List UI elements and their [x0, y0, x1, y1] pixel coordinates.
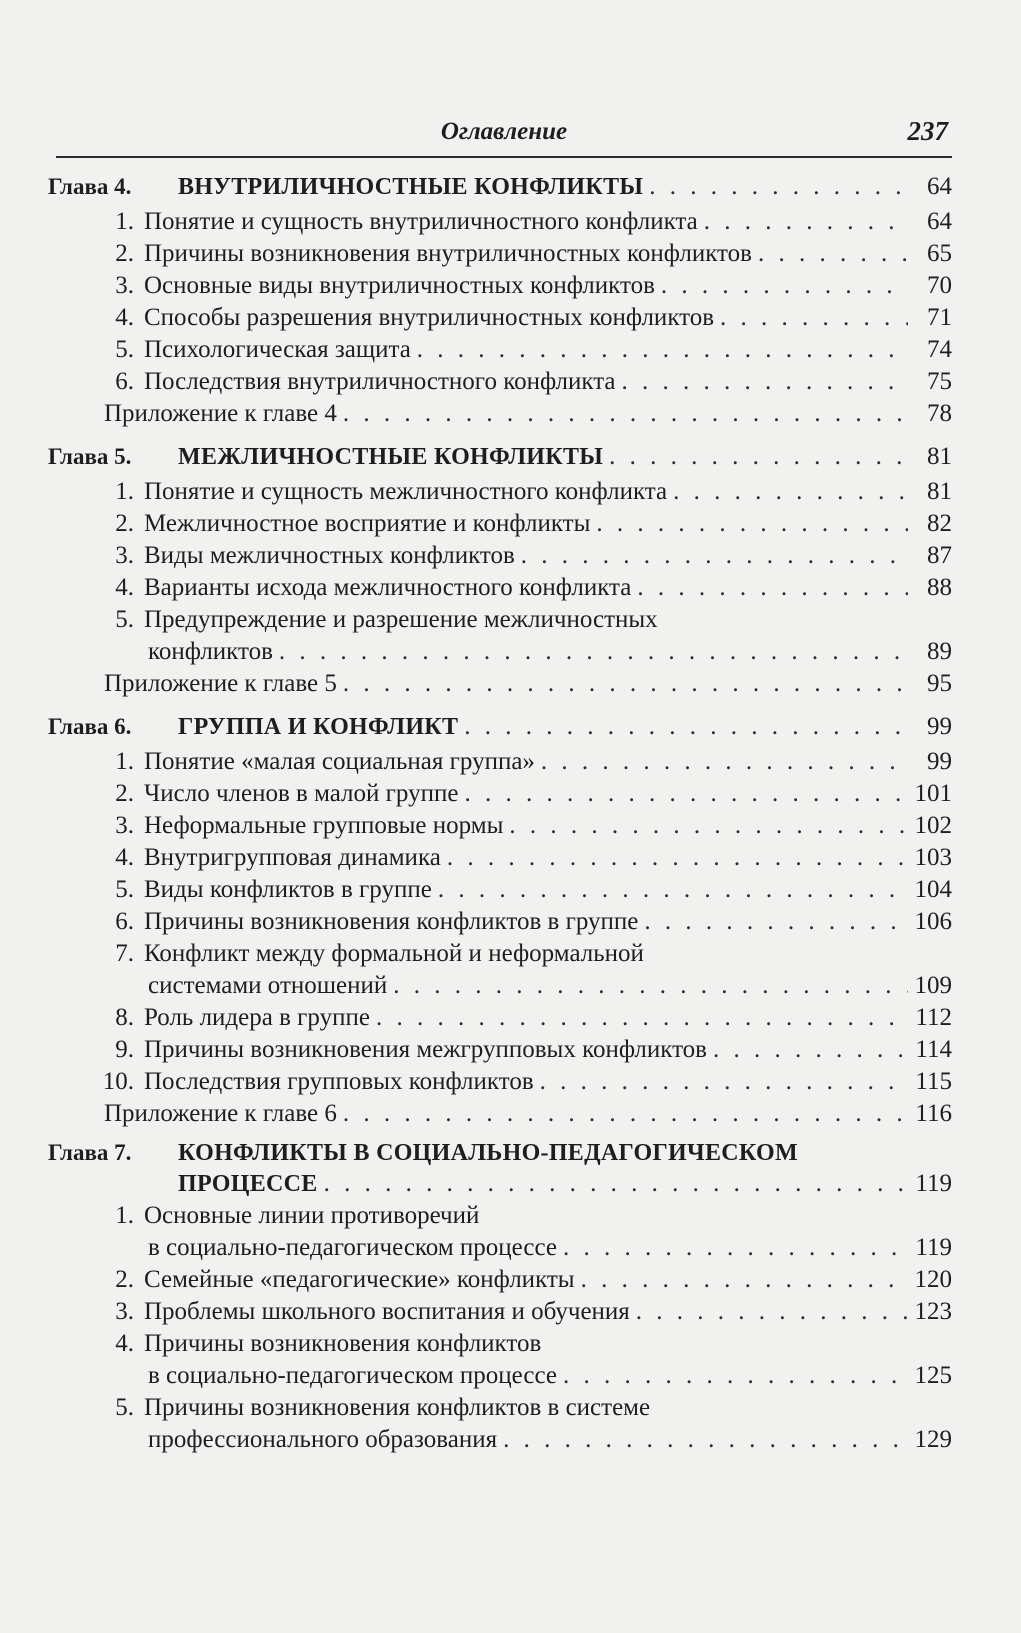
- chapter-page: 99: [927, 713, 952, 740]
- toc-entry: [48, 1296, 952, 1328]
- toc-entry-continuation: [48, 970, 952, 1002]
- entry-page: 103: [914, 844, 952, 871]
- leader-dots: [273, 636, 908, 668]
- entry-number: 9.: [115, 1036, 134, 1063]
- entry-page: 125: [914, 1362, 952, 1389]
- chapter-heading: [48, 708, 952, 746]
- toc-entry: [48, 746, 952, 778]
- leader-dots: [535, 746, 908, 778]
- entry-number: 5.: [115, 606, 134, 633]
- entry-number: 2.: [115, 510, 134, 537]
- chapter-block: [48, 168, 952, 430]
- entry-title: Роль лидера в группе: [144, 1004, 370, 1031]
- entry-number: 10.: [102, 1068, 134, 1095]
- leader-dots: [698, 206, 908, 238]
- toc-entry-continuation: [48, 1232, 952, 1264]
- entry-title-cont: профессионального образования: [148, 1426, 498, 1453]
- appendix-entry: [48, 398, 952, 430]
- leader-dots: [515, 540, 908, 572]
- leader-dots: [590, 508, 908, 540]
- entry-number: 3.: [115, 812, 134, 839]
- entry-title: Проблемы школьного воспитания и обучения: [144, 1298, 630, 1325]
- chapter-block: [48, 1138, 952, 1456]
- toc-entry-continuation: [48, 1360, 952, 1392]
- entry-number: 5.: [115, 1394, 134, 1421]
- appendix-page: 116: [915, 1100, 952, 1127]
- leader-dots: [631, 572, 908, 604]
- toc-entry: [48, 508, 952, 540]
- entry-title: Конфликт между формальной и неформальной: [144, 940, 644, 967]
- entry-title: Причины возникновения внутриличностных конфликтов: [144, 240, 752, 267]
- entry-title-cont: системами отношений: [148, 972, 388, 999]
- entry-number: 3.: [115, 1298, 134, 1325]
- entry-page: 74: [927, 336, 952, 363]
- entry-page: 64: [927, 208, 952, 235]
- chapter-heading: [48, 438, 952, 476]
- chapter-heading-line: [48, 1138, 952, 1168]
- entry-title-cont: в социально-педагогическом процессе: [148, 1362, 557, 1389]
- leader-dots: [707, 1034, 908, 1066]
- entry-title: Понятие и сущность внутриличностного конфликта: [144, 208, 698, 235]
- leader-dots: [643, 168, 908, 206]
- entry-page: 114: [915, 1036, 952, 1063]
- entry-title: Причины возникновения конфликтов в группе: [144, 908, 639, 935]
- entry-title: Последствия внутриличностного конфликта: [144, 368, 616, 395]
- entry-number: 8.: [115, 1004, 134, 1031]
- toc-entry: [48, 874, 952, 906]
- header-title: Оглавление: [440, 118, 568, 145]
- toc-entry: [48, 334, 952, 366]
- leader-dots: [387, 970, 908, 1002]
- toc-entry: [48, 1328, 952, 1360]
- toc-entry: [48, 366, 952, 398]
- toc-entry: [48, 206, 952, 238]
- entry-title: Виды межличностных конфликтов: [144, 542, 515, 569]
- entry-number: 5.: [115, 876, 134, 903]
- appendix-title: Приложение к главе 6: [104, 1100, 337, 1127]
- chapter-title: ВНУТРИЛИЧНОСТНЫЕ КОНФЛИКТЫ: [178, 174, 644, 200]
- toc-entry: [48, 1392, 952, 1424]
- chapter-label: Глава 4.: [48, 174, 132, 199]
- entry-title: Понятие «малая социальная группа»: [144, 748, 535, 775]
- entry-page: 87: [927, 542, 952, 569]
- leader-dots: [616, 366, 908, 398]
- toc-entry-continuation: [48, 636, 952, 668]
- toc-entry: [48, 270, 952, 302]
- entry-page: 129: [914, 1426, 952, 1453]
- entry-page: 123: [914, 1298, 952, 1325]
- entry-title: Основные виды внутриличностных конфликтов: [144, 272, 655, 299]
- leader-dots: [441, 842, 908, 874]
- entry-page: 112: [915, 1004, 952, 1031]
- entry-title: Межличностное восприятие и конфликты: [144, 510, 591, 537]
- entry-number: 5.: [115, 336, 134, 363]
- leader-dots: [714, 302, 908, 334]
- entry-number: 1.: [115, 748, 134, 775]
- entry-number: 3.: [115, 542, 134, 569]
- entry-title: Виды конфликтов в группе: [144, 876, 432, 903]
- leader-dots: [534, 1066, 908, 1098]
- chapter-title: МЕЖЛИЧНОСТНЫЕ КОНФЛИКТЫ: [178, 444, 604, 470]
- entry-page: 88: [927, 574, 952, 601]
- toc-entry: [48, 604, 952, 636]
- entry-page: 102: [914, 812, 952, 839]
- chapter-title: КОНФЛИКТЫ В СОЦИАЛЬНО-ПЕДАГОГИЧЕСКОМ: [178, 1140, 798, 1166]
- entry-number: 4.: [115, 844, 134, 871]
- entry-title: Понятие и сущность межличностного конфликта: [144, 478, 668, 505]
- entry-number: 3.: [115, 272, 134, 299]
- toc-entry: [48, 1200, 952, 1232]
- entry-page: 65: [927, 240, 952, 267]
- entry-number: 4.: [115, 574, 134, 601]
- header-page-number: 237: [907, 116, 948, 146]
- chapter-page: 64: [927, 173, 952, 200]
- chapter-label: Глава 6.: [48, 714, 132, 739]
- entry-number: 7.: [115, 940, 134, 967]
- entry-number: 2.: [115, 1266, 134, 1293]
- entry-title: Основные линии противоречий: [144, 1202, 480, 1229]
- entry-title: Причины возникновения конфликтов в системе: [144, 1394, 651, 1421]
- entry-page: 101: [914, 780, 952, 807]
- entry-title: Число членов в малой группе: [144, 780, 459, 807]
- chapter-label: Глава 7.: [48, 1140, 132, 1165]
- entry-number: 1.: [115, 1202, 134, 1229]
- appendix-entry: [48, 668, 952, 700]
- chapter-page: 119: [915, 1170, 952, 1197]
- chapter-block: [48, 438, 952, 700]
- entry-number: 4.: [115, 1330, 134, 1357]
- entry-page: 99: [927, 748, 952, 775]
- leader-dots: [603, 438, 908, 476]
- leader-dots: [370, 1002, 908, 1034]
- entry-page: 120: [914, 1266, 952, 1293]
- toc-entry: [48, 938, 952, 970]
- leader-dots: [557, 1232, 908, 1264]
- leader-dots: [318, 1168, 908, 1200]
- leader-dots: [503, 810, 908, 842]
- entry-title: Причины возникновения межгрупповых конфликтов: [144, 1036, 707, 1063]
- chapter-title-cont: ПРОЦЕССЕ: [178, 1171, 318, 1197]
- entry-number: 1.: [115, 478, 134, 505]
- entry-number: 6.: [115, 908, 134, 935]
- toc-entry: [48, 842, 952, 874]
- entry-number: 2.: [115, 780, 134, 807]
- entry-number: 2.: [115, 240, 134, 267]
- toc-entry: [48, 906, 952, 938]
- leader-dots: [575, 1264, 908, 1296]
- chapter-block: [48, 708, 952, 1130]
- entry-title-cont: в социально-педагогическом процессе: [148, 1234, 557, 1261]
- toc-entry-continuation: [48, 1424, 952, 1456]
- entry-page: 70: [927, 272, 952, 299]
- chapter-label: Глава 5.: [48, 444, 132, 469]
- appendix-title: Приложение к главе 4: [104, 400, 337, 427]
- leader-dots: [337, 1098, 908, 1130]
- chapter-heading-line: [48, 1168, 952, 1200]
- entry-title: Последствия групповых конфликтов: [144, 1068, 534, 1095]
- toc-entry: [48, 810, 952, 842]
- toc-entry: [48, 302, 952, 334]
- leader-dots: [432, 874, 908, 906]
- entry-title: Предупреждение и разрешение межличностных: [144, 606, 658, 633]
- appendix-page: 95: [927, 670, 952, 697]
- leader-dots: [655, 270, 908, 302]
- leader-dots: [458, 778, 908, 810]
- table-of-contents: [48, 168, 952, 1456]
- entry-page: 115: [915, 1068, 952, 1095]
- entry-page: 75: [927, 368, 952, 395]
- entry-page: 109: [914, 972, 952, 999]
- toc-entry: [48, 572, 952, 604]
- chapter-heading: [48, 1138, 952, 1200]
- entry-title: Способы разрешения внутриличностных конфликтов: [144, 304, 715, 331]
- leader-dots: [337, 668, 908, 700]
- toc-entry: [48, 1034, 952, 1066]
- toc-entry: [48, 1264, 952, 1296]
- entry-title: Варианты исхода межличностного конфликта: [144, 574, 632, 601]
- appendix-title: Приложение к главе 5: [104, 670, 337, 697]
- toc-entry: [48, 778, 952, 810]
- leader-dots: [557, 1360, 908, 1392]
- entry-number: 1.: [115, 208, 134, 235]
- toc-entry: [48, 1002, 952, 1034]
- entry-title: Неформальные групповые нормы: [144, 812, 504, 839]
- toc-entry: [48, 1066, 952, 1098]
- entry-number: 4.: [115, 304, 134, 331]
- entry-page: 82: [927, 510, 952, 537]
- entry-title: Причины возникновения конфликтов: [144, 1330, 542, 1357]
- entry-title: Семейные «педагогические» конфликты: [144, 1266, 575, 1293]
- leader-dots: [638, 906, 908, 938]
- entry-page: 71: [927, 304, 952, 331]
- entry-title: Психологическая защита: [144, 336, 411, 363]
- chapter-heading: [48, 168, 952, 206]
- leader-dots: [411, 334, 908, 366]
- toc-entry: [48, 540, 952, 572]
- entry-page: 89: [927, 638, 952, 665]
- leader-dots: [752, 238, 908, 270]
- appendix-page: 78: [927, 400, 952, 427]
- running-header: [56, 112, 952, 158]
- leader-dots: [630, 1296, 908, 1328]
- toc-entry: [48, 476, 952, 508]
- entry-page: 81: [927, 478, 952, 505]
- entry-page: 104: [914, 876, 952, 903]
- chapter-page: 81: [927, 443, 952, 470]
- toc-entry: [48, 238, 952, 270]
- chapter-title: ГРУППА И КОНФЛИКТ: [178, 714, 459, 740]
- entry-title: Внутригрупповая динамика: [144, 844, 441, 871]
- leader-dots: [458, 708, 908, 746]
- entry-title-cont: конфликтов: [148, 638, 273, 665]
- appendix-entry: [48, 1098, 952, 1130]
- entry-page: 106: [914, 908, 952, 935]
- leader-dots: [667, 476, 908, 508]
- leader-dots: [337, 398, 908, 430]
- entry-page: 119: [915, 1234, 952, 1261]
- leader-dots: [497, 1424, 908, 1456]
- entry-number: 6.: [115, 368, 134, 395]
